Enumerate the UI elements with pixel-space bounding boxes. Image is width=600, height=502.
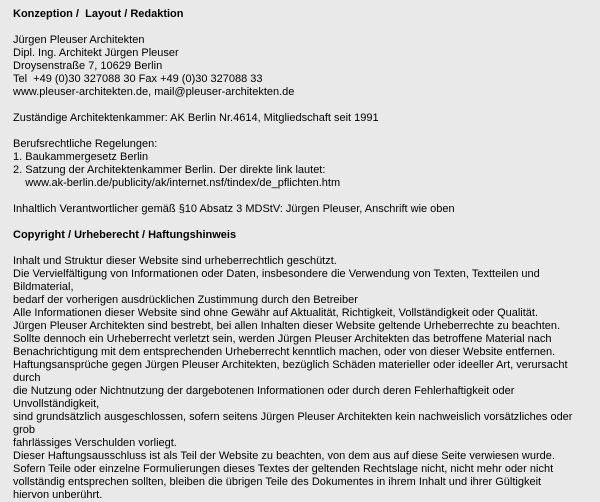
contact-line-company: Jürgen Pleuser Architekten <box>13 34 145 46</box>
chamber-line: Zuständige Architektenkammer: AK Berlin Nr.4614, Mitgliedschaft seit 1991 <box>13 112 379 124</box>
contact-line-person: Dipl. Ing. Architekt Jürgen Pleuser <box>13 47 179 59</box>
disclaimer-line: fahrlässiges Verschulden vorliegt. <box>13 437 177 449</box>
disclaimer-line: Haftungsansprüche gegen Jürgen Pleuser Architekten, bezüglich Schäden materieller oder ideeller Art, verursacht durch <box>13 359 571 384</box>
contact-block <box>13 34 590 99</box>
contact-line-address: Droysenstraße 7, 10629 Berlin <box>13 60 163 72</box>
disclaimer-line: Inhalt und Struktur dieser Website sind urheberrechtlich geschützt. <box>13 255 337 267</box>
regulation-item: 1. Baukammergesetz Berlin <box>13 151 149 163</box>
regulation-link-line: www.ak-berlin.de/publicity/ak/internet.nsf/tindex/de_pflichten.htm <box>13 177 341 189</box>
disclaimer-line: Jürgen Pleuser Architekten sind bestrebt, bei allen Inhalten dieser Website geltende Urheberrechte zu beachten. <box>13 320 561 332</box>
responsible-line: Inhaltlich Verantwortlicher gemäß §10 Absatz 3 MDStV: Jürgen Pleuser, Anschrift wie oben <box>13 203 455 215</box>
disclaimer-block <box>13 255 590 502</box>
regulation-item: 2. Satzung der Architektenkammer Berlin. Der direkte link lautet: <box>13 164 326 176</box>
contact-line-phone: Tel +49 (0)30 327088 30 Fax +49 (0)30 327088 33 <box>13 73 263 85</box>
contact-line-web-mail: www.pleuser-architekten.de, mail@pleuser-architekten.de <box>13 86 295 98</box>
disclaimer-line: Sollte dennoch ein Urheberrecht verletzt sein, werden Jürgen Pleuser Architekten das betroffene Material nach <box>13 333 552 345</box>
disclaimer-line: Alle Informationen dieser Website sind ohne Gewähr auf Aktualität, Richtigkeit, Vollständigkeit oder Qualität. <box>13 307 539 319</box>
conception-heading-block <box>13 8 590 21</box>
copyright-heading-block <box>13 229 590 242</box>
copyright-heading: Copyright / Urheberecht / Haftungshinweis <box>13 229 237 241</box>
disclaimer-line: Die Vervielfältigung von Informationen oder Daten, insbesondere die Verwendung von Texten, Textteilen und Bildmaterial, <box>13 268 543 293</box>
regulations-heading: Berufsrechtliche Regelungen: <box>13 138 158 150</box>
chamber-block <box>13 112 590 125</box>
responsible-block <box>13 203 590 216</box>
regulations-block <box>13 138 590 190</box>
disclaimer-line: Dieser Haftungsausschluss ist als Teil der Website zu beachten, von dem aus auf diese Seite verwiesen wurde. <box>13 450 555 462</box>
disclaimer-line: vollständig entsprechen sollten, bleiben die übrigen Teile des Dokumentes in ihrem Inhalt und ihrer Gültigkeit <box>13 476 542 488</box>
disclaimer-line: Sofern Teile oder einzelne Formulierungen dieses Textes der geltenden Rechtslage nicht, nicht mehr oder nicht <box>13 463 554 475</box>
disclaimer-line: Benachrichtigung mit dem entsprechenden Urheberrecht kenntlich machen, oder von dieser Website entfernen. <box>13 346 556 358</box>
disclaimer-line: sind grundsätzlich ausgeschlossen, sofern seitens Jürgen Pleuser Architekten kein nachweislich vorsätzliches oder grob <box>13 411 576 436</box>
disclaimer-line: hiervon unberührt. <box>13 489 103 501</box>
disclaimer-line: bedarf der vorherigen ausdrücklichen Zustimmung durch den Betreiber <box>13 294 358 306</box>
disclaimer-line: die Nutzung oder Nichtnutzung der dargebotenen Informationen oder durch deren Fehlerhaftigkeit oder Unvollständigkeit, <box>13 385 518 410</box>
conception-heading: Konzeption / Layout / Redaktion <box>13 8 184 20</box>
